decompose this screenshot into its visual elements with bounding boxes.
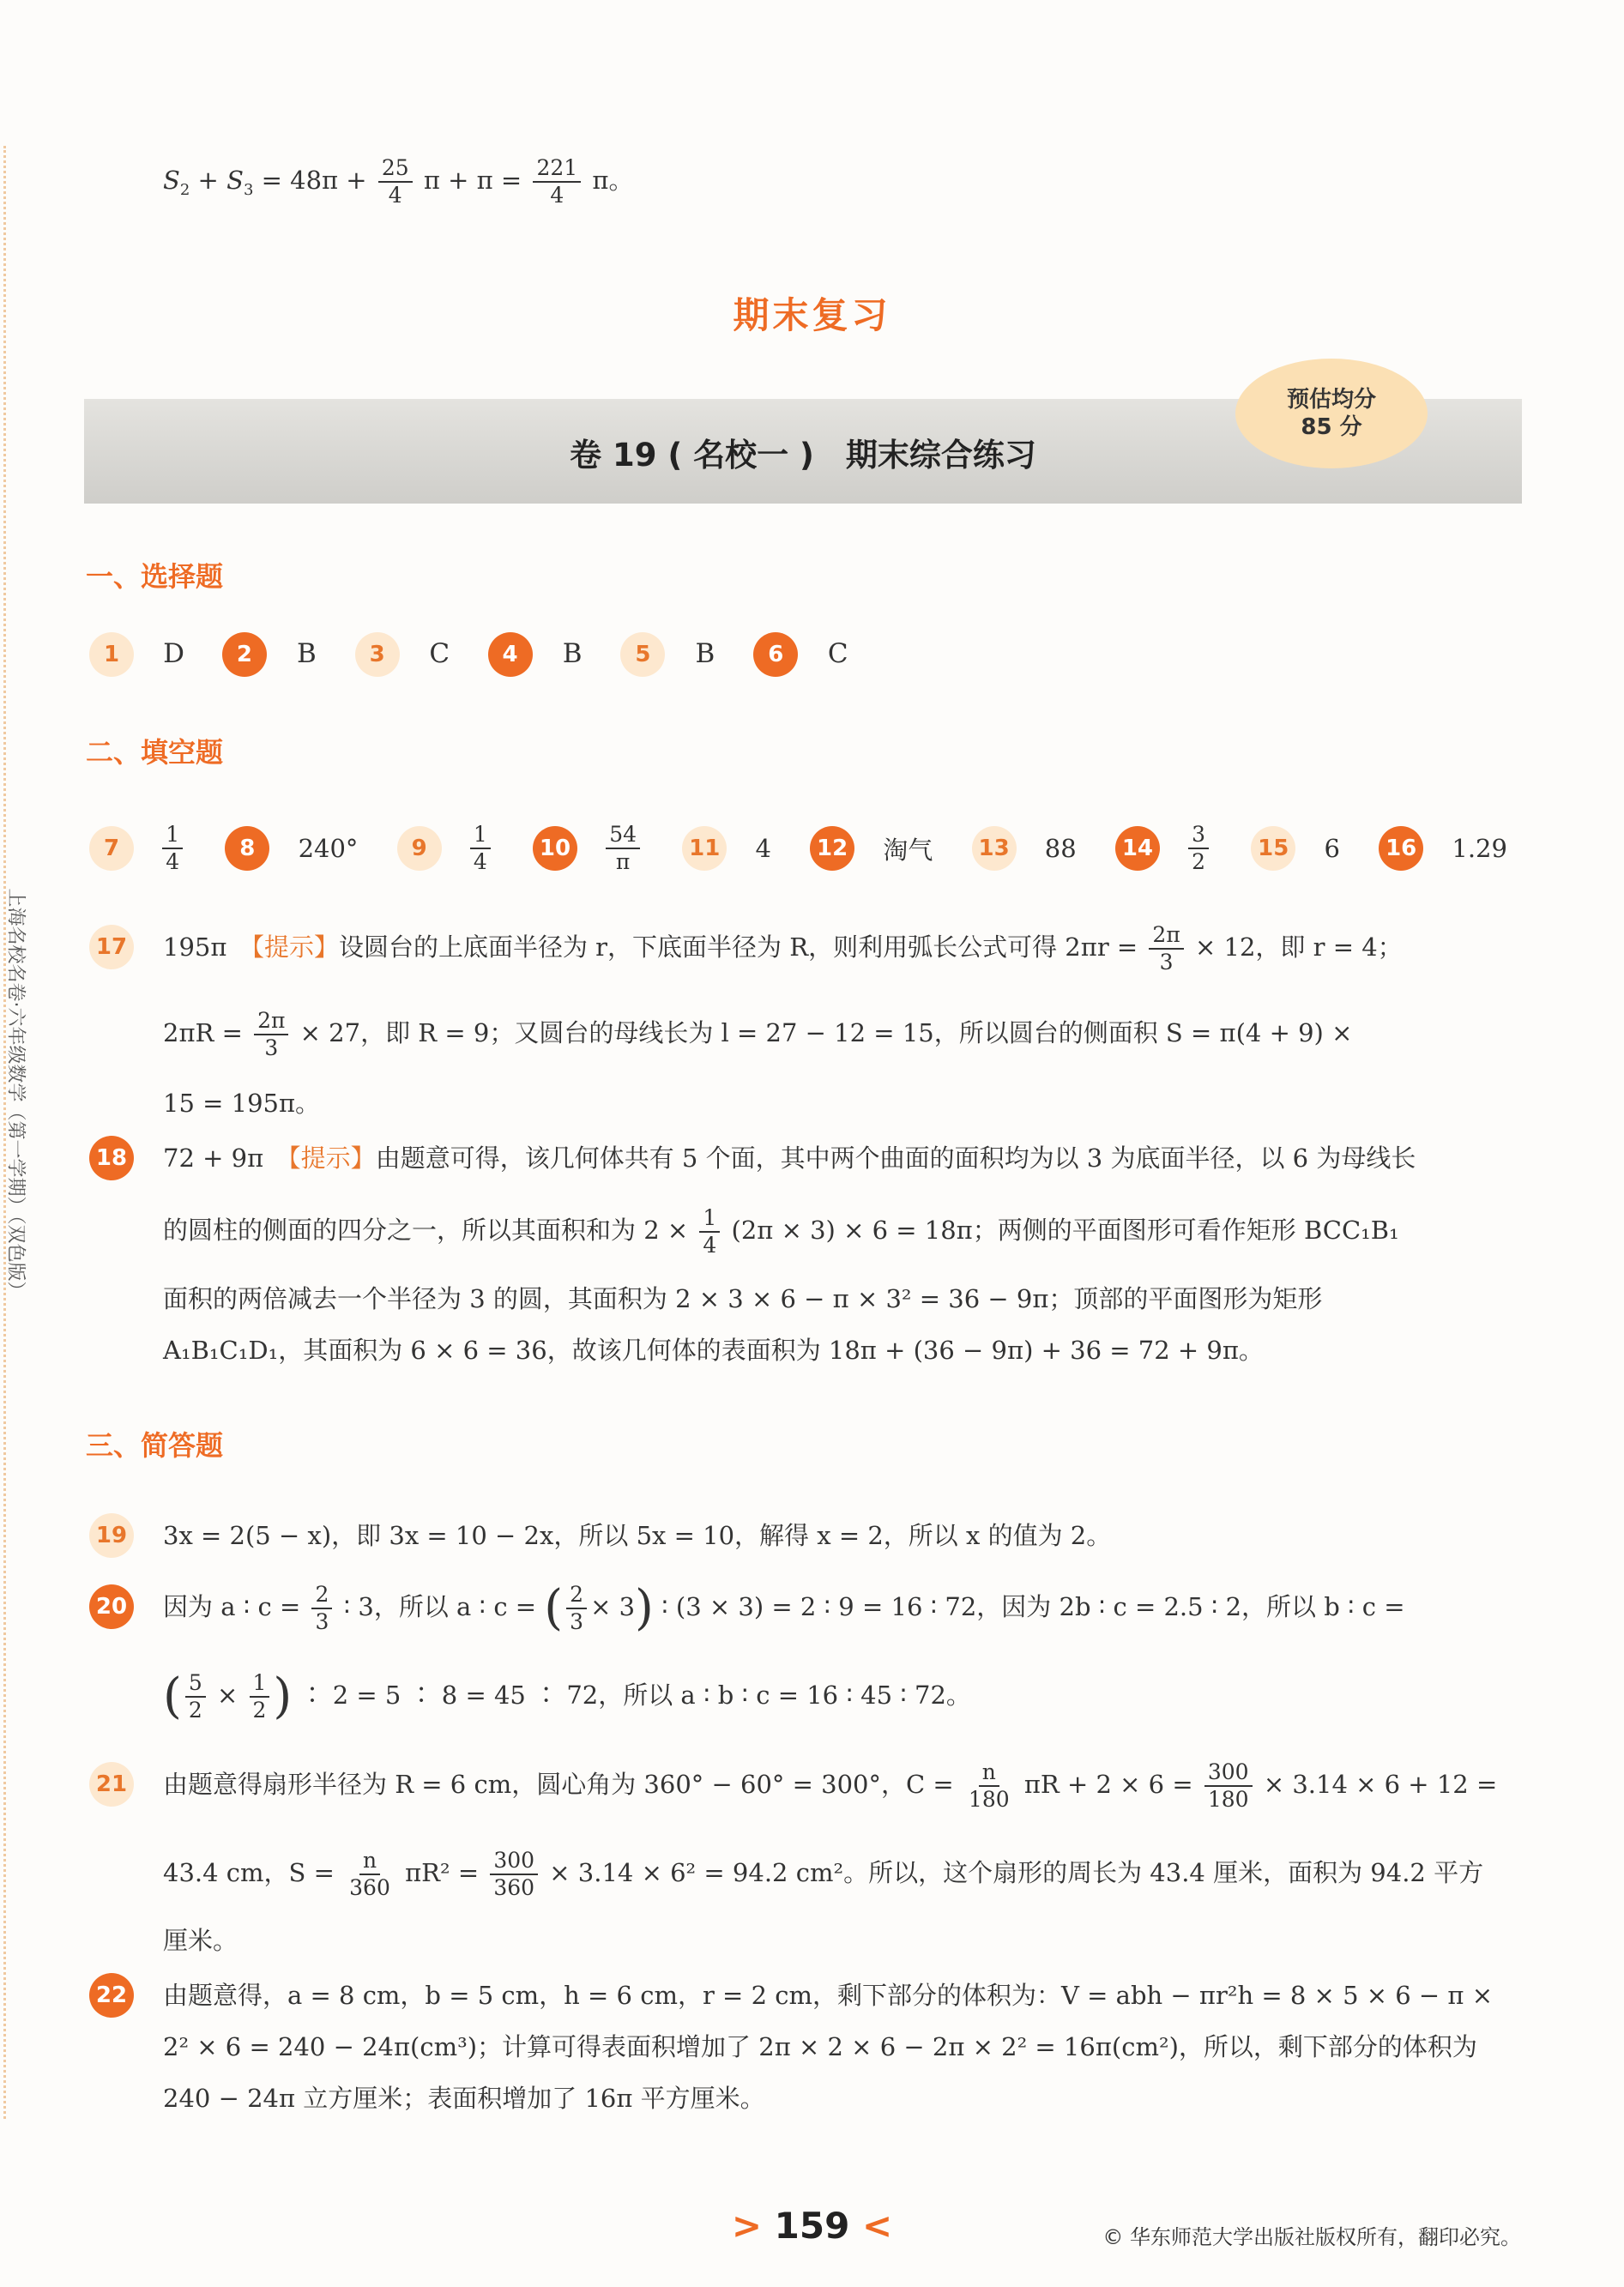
q20-number: 20 — [89, 1584, 134, 1629]
q18-line3: 面积的两倍减去一个半径为 3 的圆，其面积为 2 × 3 × 6 − π × 3² = 36 − 9π；顶部的平面图形为矩形 — [163, 1284, 1323, 1313]
choice-item: 5 B — [620, 638, 745, 669]
q21-line3: 厘米。 — [163, 1926, 238, 1955]
page-arrow-right: < — [861, 2205, 893, 2247]
q17-number: 17 — [89, 925, 134, 969]
q17-line3: 15 = 195π。 — [163, 1089, 321, 1118]
q17-line1: 195π 【提示】设圆台的上底面半径为 r，下底面半径为 R，则利用弧长公式可得 2πr = $\frac{2\pi}{3}$ × 12，即 r = 4； — [163, 922, 1403, 975]
q22-number: 22 — [89, 1973, 134, 2018]
top-formula: $S_2 + S_3 = 48\pi$ + $\frac{25}{4}$ π + π = $\frac{221}{4}$ π。 — [163, 155, 634, 208]
q18-line4: A₁B₁C₁D₁，其面积为 6 × 6 = 36，故该几何体的表面积为 18π + (36 − 9π) + 36 = 72 + 9π。 — [163, 1336, 1264, 1365]
spine-text: 上海名校名卷·六年级数学（第一学期）（双色版） — [4, 888, 27, 1300]
q19-number: 19 — [89, 1513, 134, 1558]
page-number: > 159 < — [731, 2205, 893, 2247]
chapter-title: 期末复习 — [733, 294, 891, 336]
bubble-line1: 预估均分 — [1286, 387, 1376, 413]
choice-item: 1 D — [89, 638, 214, 669]
choice-answers — [89, 632, 878, 677]
choice-item: 4 B — [488, 638, 613, 669]
exam-title: 卷 19 ( 名校一 ) 期末综合练习 — [570, 437, 1036, 474]
q18-number: 18 — [89, 1136, 134, 1180]
q22-line3: 240 − 24π 立方厘米；表面积增加了 16π 平方厘米。 — [163, 2084, 765, 2113]
fraction: $\frac{221}{4}$ — [533, 155, 581, 208]
q19-line1: 3x = 2(5 − x)，即 3x = 10 − 2x，所以 5x = 10，解得 x = 2，所以 x 的值为 2。 — [163, 1521, 1112, 1550]
page-arrow-left: > — [731, 2205, 763, 2247]
choice-item: 2 B — [222, 638, 347, 669]
copyright: © 华东师范大学出版社版权所有，翻印必究。 — [1102, 2225, 1521, 2249]
choice-item: 6 C — [753, 638, 878, 669]
fraction: $\frac{25}{4}$ — [378, 155, 413, 208]
choice-item: 3 C — [355, 638, 480, 669]
score-bubble — [1235, 359, 1428, 468]
section-heading-fill: 二、填空题 — [86, 736, 224, 769]
q18-line2: 的圆柱的侧面的四分之一，所以其面积和为 2 × $\frac{1}{4}$ (2π × 3) × 6 = 18π；两侧的平面图形可看作矩形 BCC₁B₁ — [163, 1205, 1399, 1258]
q21-line1: 由题意得扇形半径为 R = 6 cm，圆心角为 360° − 60° = 300°，C = $\frac{n}{180}$ πR + 2 × 6 = $\frac{300}{180}$ × 3.14 × 6 + 12 = — [163, 1759, 1498, 1812]
q22-line1: 由题意得，a = 8 cm，b = 5 cm，h = 6 cm，r = 2 cm，剩下部分的体积为：V = abh − πr²h = 8 × 5 × 6 − π × — [163, 1981, 1494, 2010]
bubble-line2: 85 分 — [1301, 414, 1362, 440]
q21-line2: 43.4 cm，S = $\frac{n}{360}$ πR² = $\frac{300}{360}$ × 3.14 × 6² = 94.2 cm²。所以，这个扇形的周长为 43.4 厘米，面积为 94.2 平方 — [163, 1848, 1484, 1900]
section-heading-choice: 一、选择题 — [86, 560, 224, 593]
fill-answers: 7 $\frac{1}{4}$ 8 240° 9 $\frac{1}{4}$ 10 $\frac{54}{\pi}$ 11 4 12 淘气 13 88 14 $\frac{3}{2}$ 15 6 16 1.29 — [89, 822, 1507, 875]
section-heading-short-answer: 三、简答题 — [86, 1429, 224, 1462]
q20-line2: ( $\frac{5}{2}$ × $\frac{1}{2}$ ) ∶ 2 = 5 ∶ 8 = 45 ∶ 72，所以 a ∶ b ∶ c = 16 ∶ 45 ∶ 72。 — [163, 1668, 971, 1724]
q21-number: 21 — [89, 1762, 134, 1807]
q22-line2: 2² × 6 = 240 − 24π(cm³)；计算可得表面积增加了 2π × 2 × 6 − 2π × 2² = 16π(cm²)，所以，剩下部分的体积为 — [163, 2032, 1477, 2061]
q17-line2: 2πR = $\frac{2\pi}{3}$ × 27，即 R = 9；又圆台的母线长为 l = 27 − 12 = 15，所以圆台的侧面积 S = π(4 + 9) × — [163, 1008, 1353, 1060]
q18-line1: 72 + 9π 【提示】由题意可得，该几何体共有 5 个面，其中两个曲面的面积均为以 3 为底面半径，以 6 为母线长 — [163, 1144, 1416, 1173]
q20-line1: 因为 a ∶ c = $\frac{2}{3}$ ∶ 3，所以 a ∶ c = ( $\frac{2}{3}$ × 3) ∶ (3 × 3) = 2 ∶ 9 = 16 ∶ 72，因为 2b ∶ c = 2.5 ∶ 2，所以 b ∶ c = — [163, 1580, 1405, 1636]
